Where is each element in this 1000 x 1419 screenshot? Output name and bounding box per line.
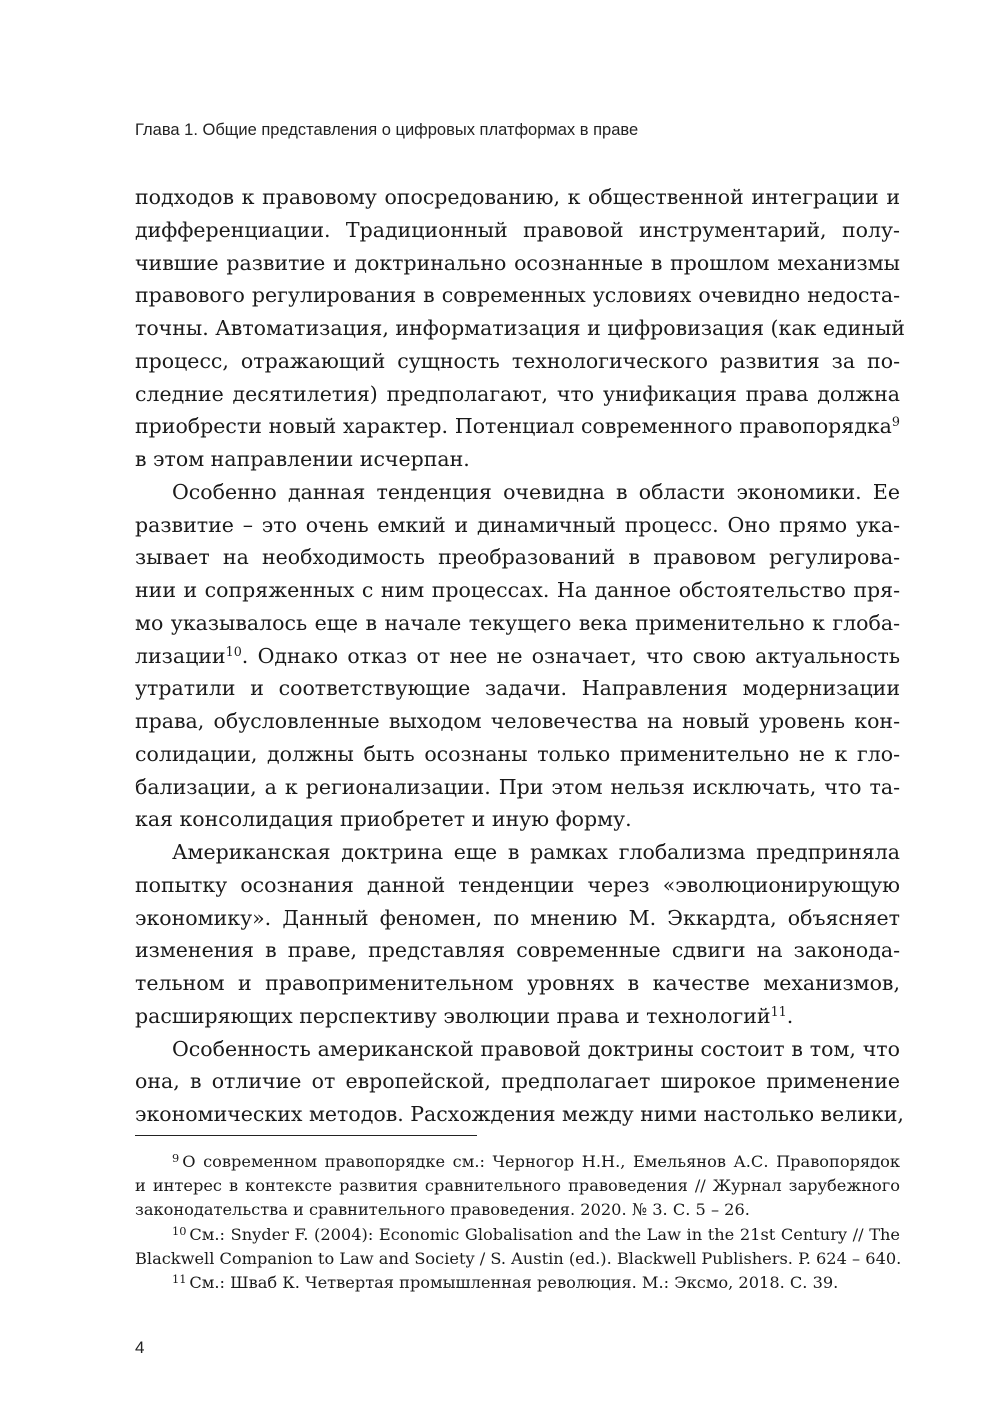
- paragraph-4: [135, 1033, 904, 1131]
- paragraph-3: [135, 836, 900, 1033]
- text-line: права, обусловленные выходом человечества на новый уровень кон-: [135, 709, 900, 733]
- footnote-number: 9: [172, 1150, 180, 1165]
- text-line: [135, 410, 900, 443]
- footnote-line: и интерес в контексте развития сравнительного правоведения // Журнал зарубежного: [135, 1176, 900, 1196]
- text-segment: О современном правопорядке см.: Черногор Н.Н., Емельянов А.С. Правопорядок: [182, 1152, 900, 1171]
- text-line: [135, 640, 900, 673]
- page-number: 4: [135, 1338, 145, 1357]
- text-line: бализации, а к регионализации. При этом нельзя исключать, что та-: [135, 774, 900, 799]
- footnote-line: [135, 1150, 900, 1174]
- footnote-10: [135, 1223, 900, 1271]
- text-line: солидации, должны быть осознаны только применительно не к гло-: [135, 741, 900, 766]
- main-text: [135, 181, 905, 1131]
- text-line: нии и сопряженных с ним процессах. На данное обстоятельство пря-: [135, 578, 900, 602]
- text-line: мо указывалось еще в начале текущего века применительно к глоба-: [135, 610, 900, 635]
- text-line: [135, 1000, 900, 1033]
- text-line: процесс, отражающий сущность технологического развития за по-: [135, 348, 900, 373]
- text-segment: См.: Шваб К. Четвертая промышленная революция. М.: Эксмо, 2018. С. 39.: [189, 1273, 839, 1293]
- text-line: в этом направлении исчерпан.: [135, 447, 470, 471]
- text-line: кая консолидация приобретет и иную форму.: [135, 807, 632, 832]
- text-line: Особенно данная тенденция очевидна в области экономики. Ее: [172, 479, 900, 504]
- footnote-line: [135, 1271, 900, 1295]
- text-segment: . Однако отказ от нее не означает, что свою актуальность: [241, 643, 900, 668]
- text-line: дифференциации. Традиционный правовой инструментарий, полу-: [135, 217, 900, 242]
- footnote-ref-9[interactable]: 9: [891, 414, 900, 430]
- text-line: точны. Автоматизация, информатизация и цифровизация (как единый: [135, 316, 905, 340]
- text-line: зывает на необходимость преобразований в правовом регулирова-: [135, 545, 900, 570]
- paragraph-1: [135, 181, 905, 476]
- text-line: экономических методов. Расхождения между ними настолько велики,: [135, 1102, 904, 1126]
- text-segment: приобрести новый характер. Потенциал современного правопорядка: [135, 414, 892, 439]
- text-line: чившие развитие и доктринально осознанные в прошлом механизмы: [135, 250, 900, 275]
- text-line: подходов к правовому опосредованию, к общественной интеграции и: [135, 185, 900, 209]
- text-line: Особенность американской правовой доктрины состоит в том, что: [172, 1036, 900, 1061]
- footnote-line: [135, 1223, 900, 1247]
- text-segment: .: [786, 1003, 794, 1028]
- text-segment: См.: Snyder F. (2004): Economic Globalisation and the Law in the 21st Century // The: [189, 1224, 900, 1244]
- footnote-number: 10: [172, 1223, 187, 1238]
- footnote-line: законодательства и сравнительного правоведения. 2020. № 3. С. 5 – 26.: [135, 1200, 750, 1220]
- footnote-line: Blackwell Companion to Law and Society / S. Austin (ed.). Blackwell Publishers. P. 624 – 640.: [135, 1248, 902, 1268]
- footnote-11: [135, 1271, 900, 1295]
- footnote-9: [135, 1150, 900, 1223]
- paragraph-2: [135, 476, 900, 836]
- text-line: тельном и правоприменительном уровнях в качестве механизмов,: [135, 971, 900, 995]
- text-line: она, в отличие от европейской, предполагает широкое применение: [135, 1069, 900, 1094]
- text-line: развитие – это очень емкий и динамичный процесс. Оно прямо ука-: [135, 512, 900, 537]
- text-line: попытку осознания данной тенденции через «эволюционирующую: [135, 872, 900, 897]
- footnote-ref-11[interactable]: 11: [770, 1003, 787, 1019]
- footnote-number: 11: [172, 1271, 187, 1286]
- footnote-separator: [135, 1135, 477, 1136]
- text-line: следние десятилетия) предполагают, что унификация права должна: [135, 381, 900, 406]
- text-line: изменения в праве, представляя современные сдвиги на законода-: [135, 938, 900, 963]
- text-segment: лизации: [135, 643, 226, 668]
- running-head: Глава 1. Общие представления о цифровых платформах в праве: [135, 121, 639, 139]
- text-line: правового регулирования в современных условиях очевидно недоста-: [135, 283, 900, 308]
- footnotes: [135, 1150, 900, 1295]
- text-line: экономику». Данный феномен, по мнению М. Эккардта, объясняет: [135, 905, 900, 930]
- text-line: утратили и соответствующие задачи. Направления модернизации: [135, 676, 900, 701]
- footnote-ref-10[interactable]: 10: [225, 643, 242, 659]
- text-line: Американская доктрина еще в рамках глобализма предприняла: [172, 840, 900, 864]
- text-segment: расширяющих перспективу эволюции права и технологий: [135, 1003, 771, 1028]
